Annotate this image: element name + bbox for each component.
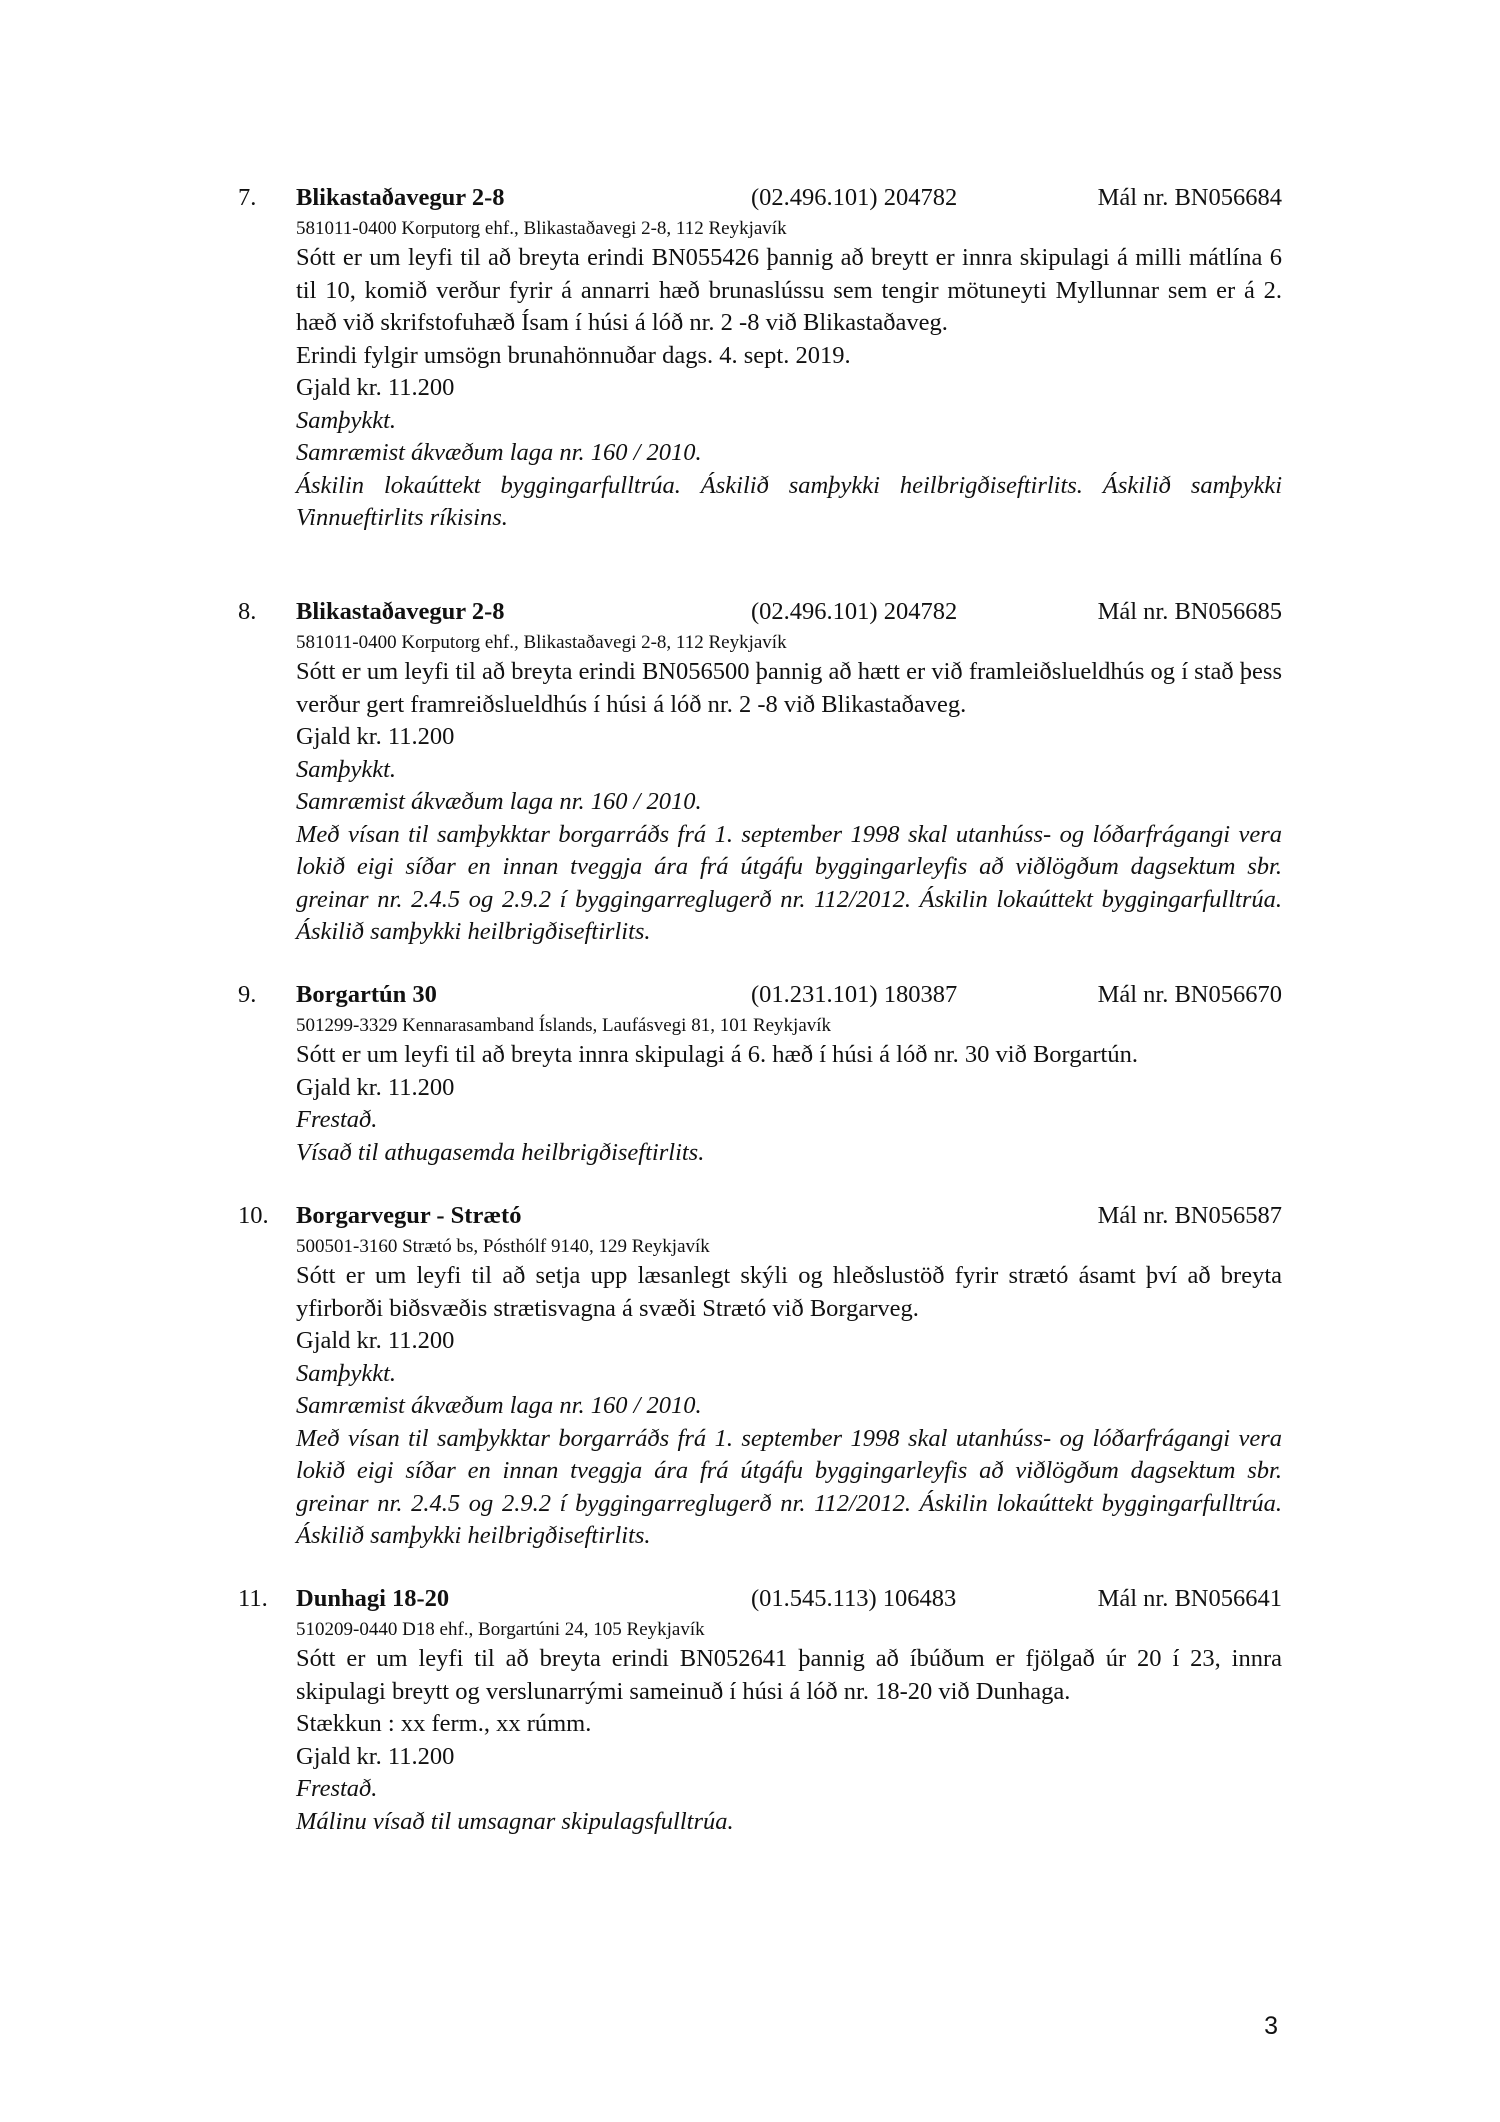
case-description: Sótt er um leyfi til að breyta erindi BN056500 þannig að hætt er við framleiðslueldhús og í stað þess verður gert framreiðslueldhús í húsi á lóð nr. 2 -8 við Blikastaðaveg. <box>296 658 1282 718</box>
case-address: Blikastaðavegur 2-8 <box>296 184 505 211</box>
case-number: 7. <box>238 184 257 211</box>
case-applicant: 501299-3329 Kennarasamband Íslands, Laufásvegi 81, 101 Reykjavík <box>296 1015 832 1036</box>
case-item <box>238 180 1282 535</box>
case-address: Borgarvegur - Strætó <box>296 1202 522 1229</box>
case-conditions: Með vísan til samþykktar borgarráðs frá 1. september 1998 skal utanhúss- og lóðarfrágangi vera lokið eigi síðar en innan tveggja ára frá útgáfu byggingarleyfis að viðlögðum dagsektum sbr. greinar nr. 2.4.5 og 2.9.2 í byggingarreglugerð nr. 112/2012. Áskilin lokaúttekt byggingarfulltrúa. Áskilið samþykki heilbrigðiseftirlits. <box>296 820 1282 945</box>
case-item <box>238 1198 1282 1553</box>
case-number: 8. <box>238 598 257 625</box>
case-decision: Frestað. <box>296 1775 378 1802</box>
case-fee: Gjald kr. 11.200 <box>296 723 455 750</box>
case-reference: (01.545.113) 106483 <box>751 1585 957 1612</box>
case-note: Málinu vísað til umsagnar skipulagsfulltrúa. <box>296 1807 734 1835</box>
case-description: Sótt er um leyfi til að setja upp læsanlegt skýli og hleðslustöð fyrir strætó ásamt því að breyta yfirborði biðsvæðis strætisvagna á svæði Strætó við Borgarveg. <box>296 1262 1282 1322</box>
case-description: Sótt er um leyfi til að breyta innra skipulagi á 6. hæð í húsi á lóð nr. 30 við Borgartún. <box>296 1041 1138 1068</box>
case-file-number: Mál nr. BN056587 <box>1097 1202 1282 1229</box>
case-address: Dunhagi 18-20 <box>296 1585 450 1612</box>
case-file-number: Mál nr. BN056685 <box>1097 598 1282 625</box>
case-fee: Gjald kr. 11.200 <box>296 374 455 401</box>
case-applicant: 581011-0400 Korputorg ehf., Blikastaðavegi 2-8, 112 Reykjavík <box>296 218 787 239</box>
case-header <box>238 180 1282 216</box>
case-decision: Samþykkt. <box>296 1359 396 1387</box>
case-file-number: Mál nr. BN056641 <box>1097 1585 1282 1612</box>
case-law: Samræmist ákvæðum laga nr. 160 / 2010. <box>296 439 702 466</box>
case-header <box>238 1198 1282 1234</box>
case-header <box>238 977 1282 1013</box>
case-file-number: Mál nr. BN056684 <box>1097 184 1282 211</box>
case-reference: (01.231.101) 180387 <box>751 981 958 1008</box>
case-fee: Gjald kr. 11.200 <box>296 1742 455 1770</box>
case-number: 9. <box>238 981 257 1008</box>
case-decision: Frestað. <box>296 1106 378 1133</box>
case-law: Samræmist ákvæðum laga nr. 160 / 2010. <box>296 788 702 815</box>
case-conditions: Með vísan til samþykktar borgarráðs frá 1. september 1998 skal utanhúss- og lóðarfrágangi vera lokið eigi síðar en innan tveggja ára frá útgáfu byggingarleyfis að viðlögðum dagsektum sbr. greinar nr. 2.4.5 og 2.9.2 í byggingarreglugerð nr. 112/2012. Áskilin lokaúttekt byggingarfulltrúa. Áskilið samþykki heilbrigðiseftirlits. <box>296 1424 1282 1549</box>
case-fee: Gjald kr. 11.200 <box>296 1327 455 1354</box>
case-law: Samræmist ákvæðum laga nr. 160 / 2010. <box>296 1392 702 1419</box>
case-item <box>238 977 1282 1169</box>
case-fee: Gjald kr. 11.200 <box>296 1073 455 1101</box>
case-reference: (02.496.101) 204782 <box>751 184 958 211</box>
case-description: Sótt er um leyfi til að breyta erindi BN055426 þannig að breytt er innra skipulagi á milli mátlína 6 til 10, komið verður fyrir á annarri hæð brunaslússu sem tengir mötuneyti Myllunnar sem er á 2. hæð við skrifstofuhæð Ísam í húsi á lóð nr. 2 -8 við Blikastaðaveg. <box>296 244 1282 336</box>
case-number: 11. <box>238 1585 268 1612</box>
case-applicant: 500501-3160 Strætó bs, Pósthólf 9140, 129 Reykjavík <box>296 1236 710 1257</box>
case-decision: Samþykkt. <box>296 406 396 434</box>
case-conditions: Áskilin lokaúttekt byggingarfulltrúa. Áskilið samþykki heilbrigðiseftirlits. Áskilið samþykki Vinnueftirlits ríkisins. <box>296 471 1282 531</box>
case-extra: Erindi fylgir umsögn brunahönnuðar dags. 4. sept. 2019. <box>296 341 851 369</box>
case-item <box>238 1581 1282 1838</box>
case-address: Borgartún 30 <box>296 981 437 1008</box>
case-number: 10. <box>238 1202 269 1229</box>
case-extra: Stækkun : xx ferm., xx rúmm. <box>296 1710 592 1737</box>
case-note: Vísað til athugasemda heilbrigðiseftirlits. <box>296 1138 705 1166</box>
case-header <box>238 594 1282 630</box>
case-address: Blikastaðavegur 2-8 <box>296 598 505 625</box>
case-header <box>238 1581 1282 1617</box>
case-reference: (02.496.101) 204782 <box>751 598 958 625</box>
case-applicant: 510209-0440 D18 ehf., Borgartúni 24, 105 Reykjavík <box>296 1619 705 1640</box>
case-applicant: 581011-0400 Korputorg ehf., Blikastaðavegi 2-8, 112 Reykjavík <box>296 632 787 653</box>
case-item <box>238 594 1282 949</box>
page-number: 3 <box>1264 2012 1278 2040</box>
case-decision: Samþykkt. <box>296 755 396 783</box>
case-description: Sótt er um leyfi til að breyta erindi BN052641 þannig að íbúðum er fjölgað úr 20 í 23, innra skipulagi breytt og verslunarrými sameinuð í húsi á lóð nr. 18-20 við Dunhaga. <box>296 1645 1282 1705</box>
case-file-number: Mál nr. BN056670 <box>1097 981 1282 1008</box>
